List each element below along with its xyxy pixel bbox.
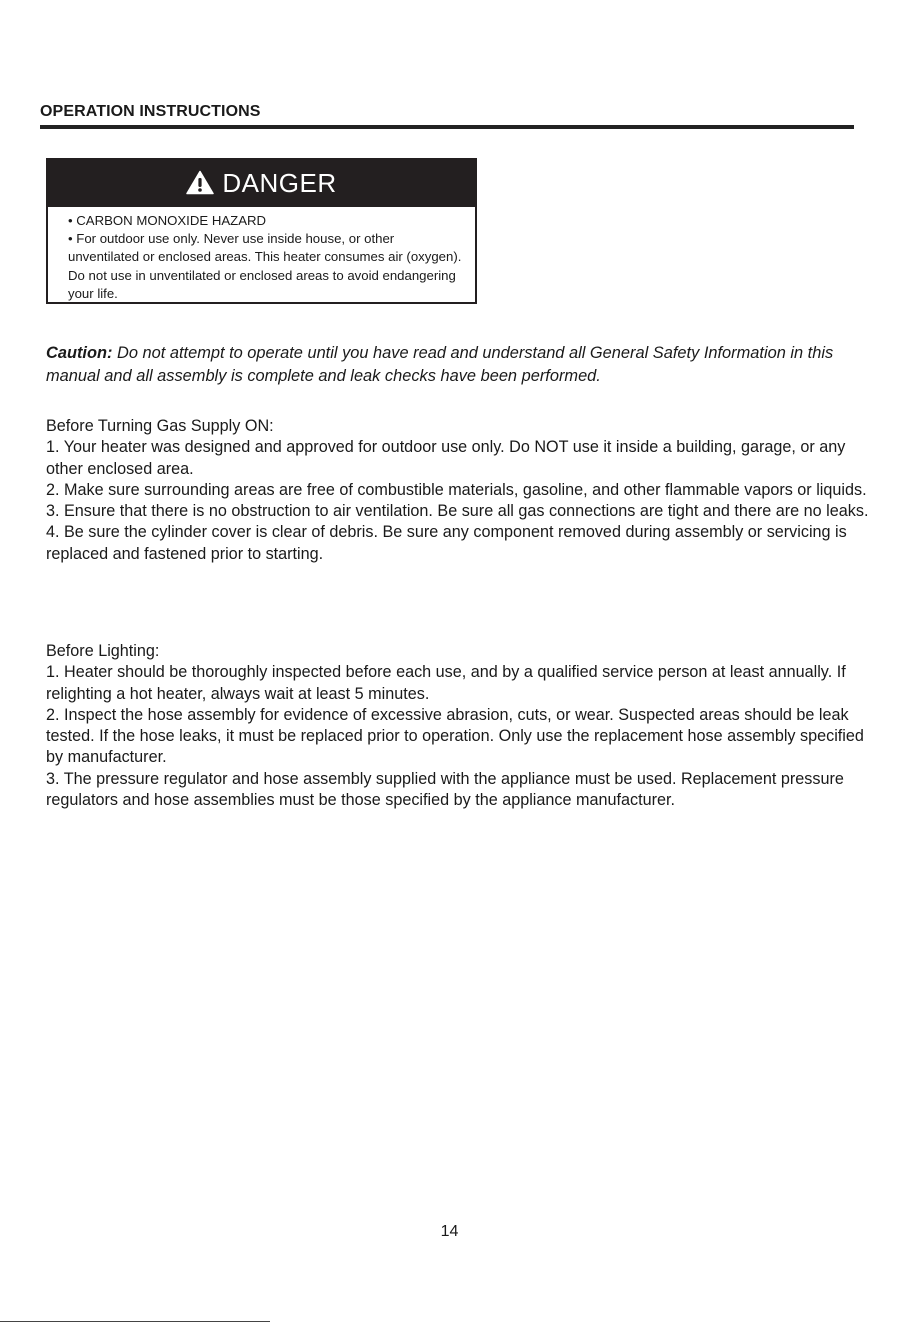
caution-paragraph	[46, 342, 876, 387]
caution-text: Do not attempt to operate until you have read and understand all General Safety Information in this manual and all assembly is complete and leak checks have been performed.	[46, 344, 834, 385]
danger-title: DANGER	[222, 168, 337, 198]
before-lighting-title: Before Lighting:	[46, 642, 160, 660]
before-gas-item: 3. Ensure that there is no obstruction to air ventilation. Be sure all gas connections are tight and there are no leaks.	[46, 502, 869, 521]
before-gas-item: 1. Your heater was designed and approved for outdoor use only. Do NOT use it inside a building, garage, or any other enclosed area.	[46, 438, 846, 478]
danger-line: • CARBON MONOXIDE HAZARD	[68, 213, 267, 228]
heading-rule	[40, 125, 854, 129]
warning-triangle-icon	[186, 170, 214, 195]
footer-rule	[0, 1321, 270, 1322]
before-lighting-item: 2. Inspect the hose assembly for evidence of excessive abrasion, cuts, or wear. Suspected areas should be leak tested. If the hose leaks, it must be replaced prior to operation. Only use the replacement hose assembly specified by manufacturer.	[46, 705, 864, 767]
danger-line: • For outdoor use only. Never use inside house, or other unventilated or enclosed areas. This heater consumes air (oxygen). Do not use in unventilated or enclosed areas to avoid endangering your life.	[68, 231, 462, 301]
before-gas-item: 4. Be sure the cylinder cover is clear of debris. Be sure any component removed during assembly or servicing is replaced and fastened prior to starting.	[46, 523, 847, 563]
danger-body	[48, 207, 475, 303]
before-lighting-section	[46, 641, 876, 811]
before-gas-item: 2. Make sure surrounding areas are free of combustible materials, gasoline, and other flammable vapors or liquids.	[46, 480, 867, 499]
page-number: 14	[440, 1223, 459, 1240]
caution-label: Caution:	[46, 344, 113, 362]
before-lighting-item: 1. Heater should be thoroughly inspected before each use, and by a qualified service person at least annually. If relighting a hot heater, always wait at least 5 minutes.	[46, 663, 846, 703]
section-heading: OPERATION INSTRUCTIONS	[40, 103, 261, 120]
danger-box	[46, 158, 477, 304]
danger-header	[48, 160, 475, 207]
before-gas-title: Before Turning Gas Supply ON:	[46, 417, 274, 435]
before-lighting-item: 3. The pressure regulator and hose assembly supplied with the appliance must be used. Replacement pressure regulators and hose assemblies must be those specified by the appliance manufacturer.	[46, 769, 844, 810]
before-gas-section	[46, 416, 876, 565]
